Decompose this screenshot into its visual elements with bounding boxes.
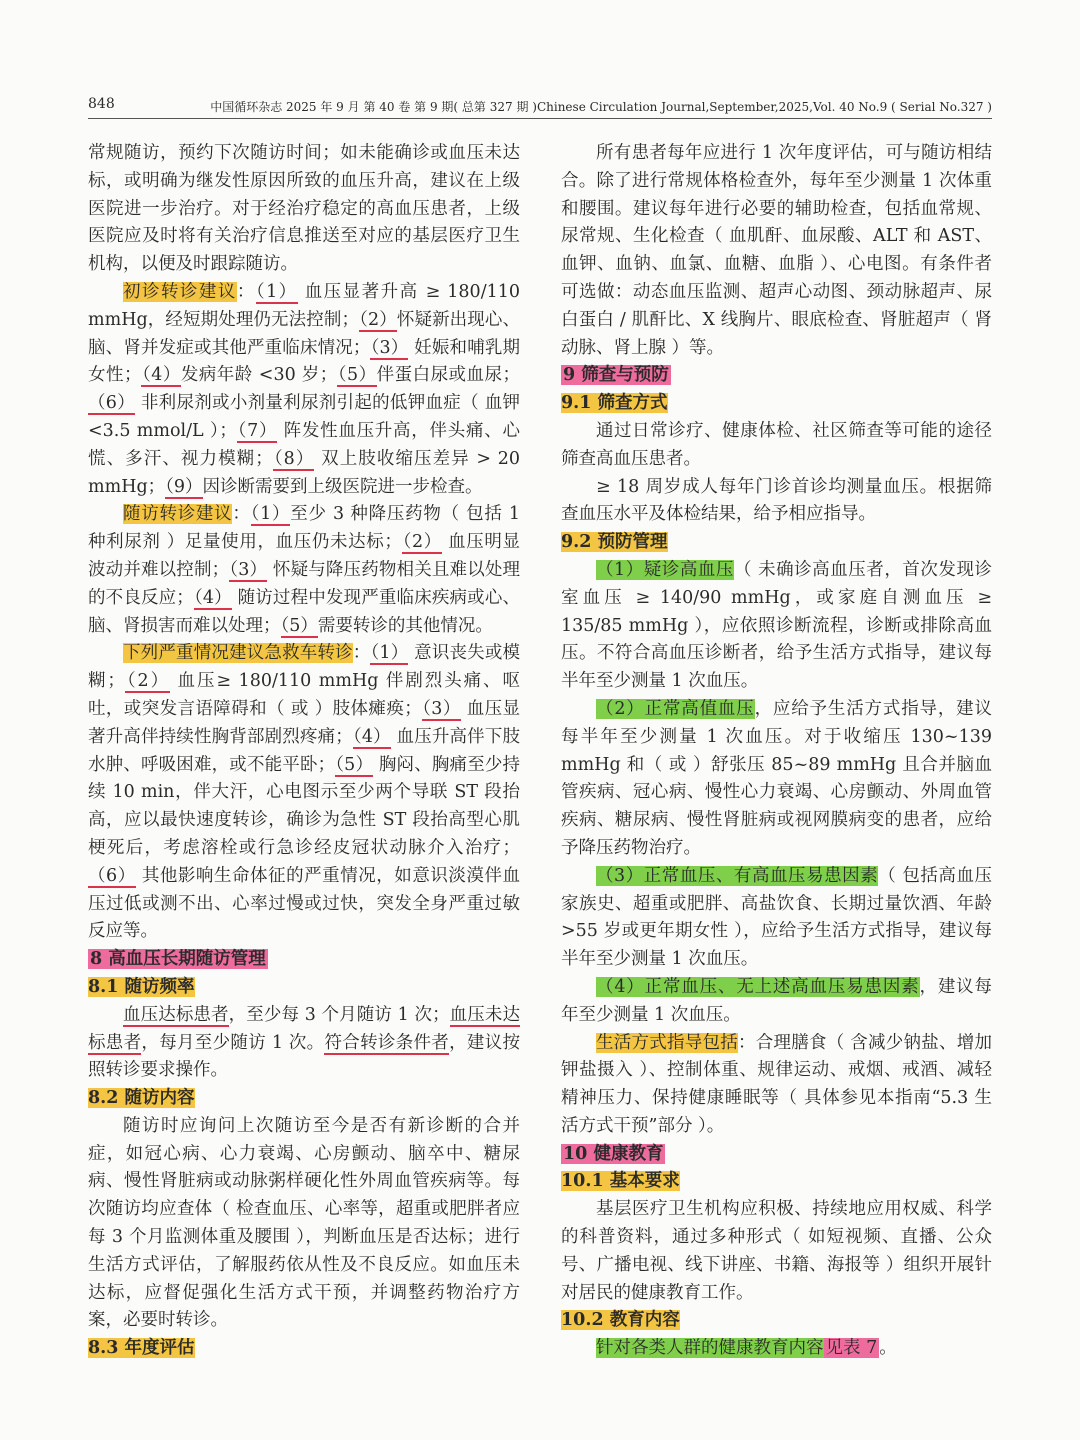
item-index: （5）: [280, 615, 318, 636]
item-index: （9）: [165, 476, 203, 497]
section-8-title: 8 高血压长期随访管理: [90, 949, 266, 970]
item-index: （1）: [250, 504, 291, 525]
education-content-paragraph: [561, 1335, 992, 1363]
subsection-heading-10-1: [561, 1168, 992, 1196]
education-content-label: 针对各类人群的健康教育内容: [596, 1338, 824, 1359]
item-text: 双上肢收缩压差异 > 20 mmHg；: [88, 448, 520, 497]
subsection-9-2-title: 9.2 预防管理: [561, 532, 668, 553]
item-text: 胸闷、胸痛至少持续 10 min，伴大汗，心电图示至少两个导联 ST 段抬高，应以最快速度转诊，确诊为急性 ST 段抬高型心肌梗死后，考虑溶栓或行急诊经皮冠状动脉介入治疗；: [88, 754, 521, 858]
section-heading-8: [88, 946, 520, 974]
item-index: （4）: [193, 587, 232, 608]
prevention-item-4: [561, 974, 992, 1030]
item-text: 血压显著升高 ≥ 180/110 mmHg，经短期处理仍无法控制；: [88, 281, 520, 330]
section-9-title: 9 筛查与预防: [563, 365, 669, 386]
item-index: （3）: [229, 559, 268, 580]
prevention-item-3: [561, 863, 992, 974]
item-index: （2）: [124, 671, 171, 692]
follow-up-frequency-paragraph: [88, 1002, 520, 1085]
prevention-item-4-text: ，建议每年至少测量 1 次血压。: [561, 976, 992, 1025]
subsection-heading-10-2: [561, 1307, 992, 1335]
subsection-10-1-title: 10.1 基本要求: [561, 1171, 680, 1192]
item-text: 伴蛋白尿或血尿；: [376, 365, 521, 386]
annual-assessment-paragraph: 所有患者每年应进行 1 次年度评估，可与随访相结合。除了进行常规体格检查外，每年至少测量 1 次体重和腰围。建议每年进行必要的辅助检查，包括血常规、尿常规、生化检查（ 血肌酐、血尿酸、ALT 和 AST、血钾、血钠、血氯、血糖、血脂 ）、心电图。有条件者可选做：动态血压监测、超声心动图、颈动脉超声、尿白蛋白 / 肌酐比、X 线胸片、眼底检查、肾脏超声（ 肾动脉、肾上腺 ）等。: [561, 143, 992, 358]
prevention-item-1-label: （1）疑诊高血压: [596, 559, 734, 580]
lifestyle-text: ：合理膳食（ 含减少钠盐、增加钾盐摄入 ）、控制体重、规律运动、戒烟、戒酒、减轻精神压力、保持健康睡眠等（ 具体参见本指南“5.3 生活方式干预”部分 ）。: [561, 1032, 993, 1136]
initial-referral-label: 初诊转诊建议: [123, 281, 237, 302]
journal-running-title: 中国循环杂志 2025 年 9 月 第 40 卷 第 9 期( 总第 327 期 )Chinese Circulation Journal,September,2025,Vol. 40 No.9 ( Serial No.327 ): [210, 100, 992, 114]
prevention-item-3-text: （ 包括高血压家族史、超重或肥胖、高盐饮食、长期过量饮酒、年龄 >55 岁或更年期女性 ），应给予生活方式指导，建议每半年至少测量 1 次血压。: [561, 865, 992, 970]
item-text: 发病年龄 <30 岁；: [180, 365, 338, 386]
item-text: 血压显著升高伴持续性胸背部剧烈疼痛；: [88, 698, 520, 747]
controlled-patients: 血压达标患者: [123, 1004, 229, 1025]
item-text: 意识丧失或模糊；: [88, 643, 521, 692]
uncontrolled-patients: 血压未达标患者: [88, 1004, 521, 1053]
left-column: [88, 140, 520, 1363]
item-text: 非利尿剂或小剂量利尿剂引起的低钾血症（ 血钾 <3.5 mmol/L ）；: [88, 393, 521, 441]
subsection-9-1-title: 9.1 筛查方式: [561, 393, 668, 414]
item-index: （7）: [236, 420, 278, 441]
prevention-item-2-label: （2）正常高值血压: [596, 698, 755, 719]
screening-paragraph-2: ≥ 18 周岁成人每年门诊首诊均测量血压。根据筛查血压水平及体检结果，给予相应指导。: [561, 476, 992, 525]
item-text: 怀疑与降压药物相关且难以处理的不良反应；: [88, 559, 521, 608]
prevention-item-2-text: ，应给予生活方式指导，建议每半年至少测量 1 次血压。对于收缩压 130~139 mmHg 和（ 或 ）舒张压 85~89 mmHg 且合并脑血管疾病、冠心病、慢性心力衰竭、心房颤动、外周血管疾病、糖尿病、慢性肾脏病或视网膜病变的患者，应给予降压药物治疗。: [561, 698, 992, 858]
section-heading-10: [561, 1141, 992, 1169]
subsection-heading-8-3: [88, 1335, 520, 1363]
item-text: 怀疑新出现心、脑、肾并发症或其他严重临床情况；: [88, 309, 521, 358]
freq-text: ，至少每 3 个月随访 1 次；: [228, 1004, 450, 1025]
subsection-heading-8-2: [88, 1085, 520, 1113]
colon: ：: [236, 281, 256, 302]
subsection-10-2-title: 10.2 教育内容: [561, 1310, 680, 1331]
item-index: （6）: [88, 865, 136, 886]
screening-paragraph-1: 通过日常诊疗、健康体检、社区筛查等可能的途径筛查高血压患者。: [561, 420, 992, 469]
item-index: （2）: [401, 532, 442, 553]
subsection-8-3-title: 8.3 年度评估: [88, 1338, 195, 1359]
basic-requirements-paragraph: 基层医疗卫生机构应积极、持续地应用权威、科学的科普资料，通过多种形式（ 如短视频、直播、公众号、广播电视、线下讲座、书籍、海报等 ）组织开展针对居民的健康教育工作。: [561, 1199, 992, 1303]
page-number: 848: [88, 96, 115, 112]
section-10-title: 10 健康教育: [563, 1143, 664, 1164]
table-7-reference: 见表 7: [825, 1338, 878, 1359]
lifestyle-label: 生活方式指导包括: [596, 1032, 738, 1053]
item-index: （8）: [272, 448, 315, 469]
item-index: （6）: [88, 393, 136, 414]
referral-eligible: 符合转诊条件者: [324, 1032, 450, 1053]
item-index: （3）: [421, 698, 461, 719]
colon: ：: [352, 643, 371, 664]
freq-text: ，每月至少随访 1 次。: [141, 1032, 325, 1053]
item-text: 血压明显波动并难以控制；: [88, 532, 521, 580]
right-column: [561, 140, 992, 1363]
item-index: （5）: [337, 365, 377, 386]
subsection-heading-9-2: [561, 529, 992, 557]
follow-up-referral-paragraph: [88, 501, 520, 640]
prevention-item-4-label: （4）正常血压、无上述高血压易患因素: [596, 976, 920, 997]
item-text: 血压≥ 180/110 mmHg 伴剧烈头痛、呕吐，或突发言语障碍和（ 或 ）肢体瘫痪；: [88, 671, 520, 719]
initial-referral-paragraph: [88, 279, 520, 501]
prevention-item-3-label: （3）正常血压、有高血压易患因素: [596, 865, 879, 886]
item-index: （1）: [370, 643, 409, 664]
item-text: 因诊断需要到上级医院进一步检查。: [202, 476, 483, 497]
item-index: （1）: [255, 281, 298, 302]
paragraph-continued: 常规随访，预约下次随访时间；如未能确诊或血压未达标，或明确为继发性原因所致的血压升高，建议在上级医院进一步治疗。对于经治疗稳定的高血压患者，上级医院应及时将有关治疗信息推送至对应的基层医疗卫生机构，以便及时跟踪随访。: [88, 143, 520, 275]
lifestyle-paragraph: [561, 1030, 992, 1141]
emergency-referral-label: 下列严重情况建议急救车转诊: [123, 643, 353, 664]
prevention-item-2: [561, 696, 992, 863]
follow-up-content-paragraph: 随访时应询问上次随访至今是否有新诊断的合并症，如冠心病、心力衰竭、心房颤动、脑卒中、糖尿病、慢性肾脏病或动脉粥样硬化性外周血管疾病等。每次随访均应查体（ 检查血压、心率等，超重或肥胖者应每 3 个月监测体重及腰围 ），判断血压是否达标；进行生活方式评估，了解服药依从性及不良反应。如血压未达标，应督促强化生活方式干预，并调整药物治疗方案，必要时转诊。: [88, 1115, 520, 1331]
prevention-item-1: [561, 557, 992, 696]
colon: ：: [232, 504, 251, 525]
page-header: [88, 94, 992, 119]
subsection-8-2-title: 8.2 随访内容: [88, 1088, 195, 1109]
freq-text: ，建议按照转诊要求操作。: [88, 1032, 521, 1081]
prevention-item-1-text: （ 未确诊高血压者，首次发现诊室血压 ≥ 140/90 mmHg，或家庭自测血压 ≥ 135/85 mmHg ），应依照诊断流程，诊断或排除高血压。不符合高血压诊断者，给予生活方式指导，建议每半年至少测量 1 次血压。: [561, 559, 993, 692]
item-index: （2）: [359, 309, 397, 330]
subsection-heading-8-1: [88, 974, 520, 1002]
item-text: 阵发性血压升高，伴头痛、心慌、多汗、视力模糊；: [88, 420, 520, 469]
item-text: 其他影响生命体征的严重情况，如意识淡漠伴血压过低或测不出、心率过慢或过快，突发全身严重过敏反应等。: [88, 865, 520, 942]
subsection-8-1-title: 8.1 随访频率: [88, 976, 195, 997]
item-index: （4）: [352, 726, 391, 747]
item-text: 随访过程中发现严重临床疾病或心、脑、肾损害而难以处理；: [88, 587, 521, 636]
follow-up-referral-label: 随访转诊建议: [123, 504, 233, 525]
item-text: 妊娠和哺乳期女性；: [88, 337, 521, 386]
period: 。: [879, 1338, 897, 1359]
item-index: （3）: [370, 337, 409, 358]
item-text: 需要转诊的其他情况。: [317, 615, 493, 636]
item-index: （5）: [335, 754, 374, 775]
subsection-heading-9-1: [561, 390, 992, 418]
item-text: 至少 3 种降压药物（ 包括 1 种利尿剂 ）足量使用，血压仍未达标；: [88, 504, 521, 553]
emergency-referral-paragraph: [88, 640, 520, 946]
item-text: 血压升高伴下肢水肿、呼吸困难，或不能平卧；: [88, 726, 521, 775]
item-index: （4）: [141, 365, 181, 386]
section-heading-9: [561, 362, 992, 390]
